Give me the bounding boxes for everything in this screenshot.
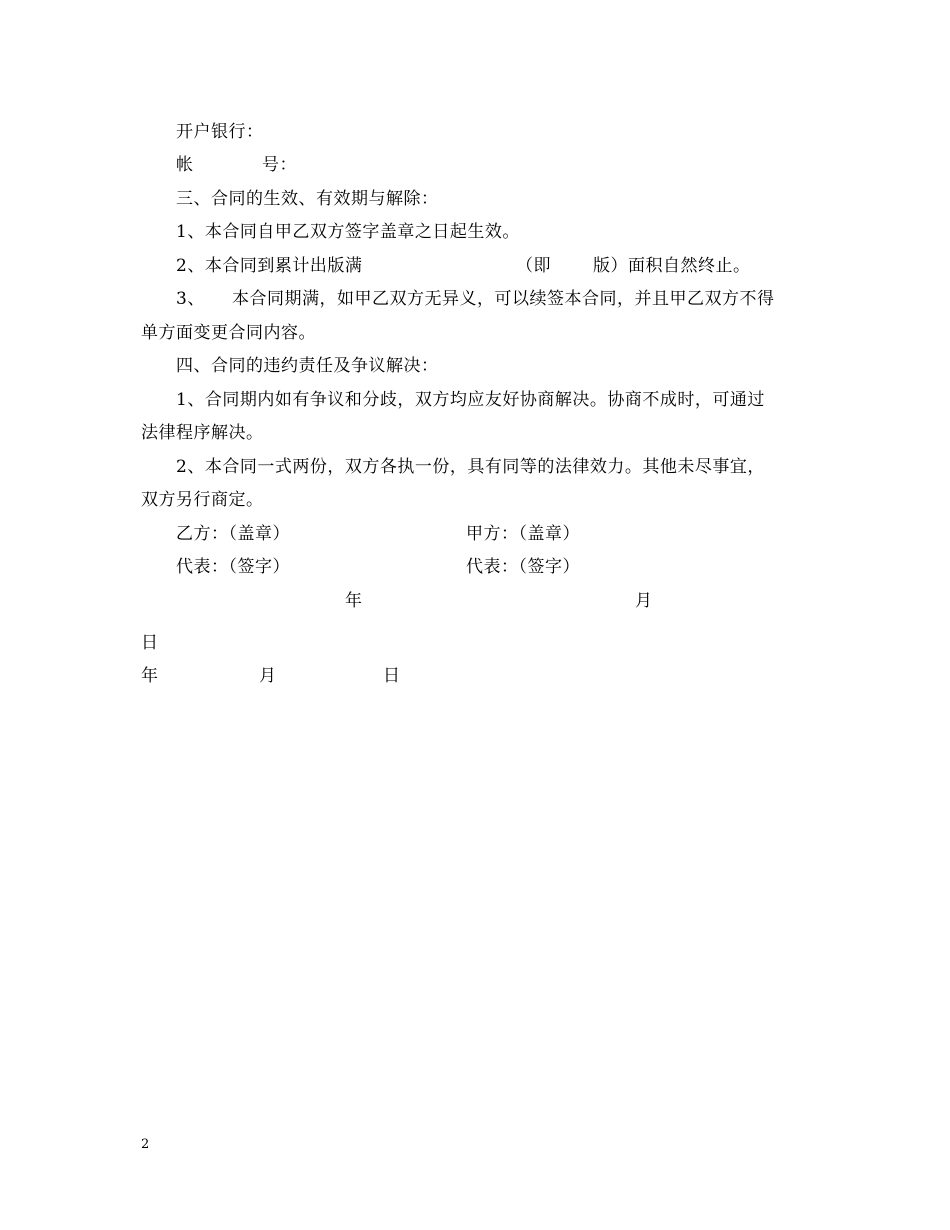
account-label-right: 号：: [262, 155, 297, 175]
clause-3-2-part-c: 版）面积自然终止。: [593, 256, 751, 276]
section-4-title-text: 四、合同的违约责任及争议解决：: [176, 356, 439, 376]
party-seal-line: [176, 524, 616, 544]
bank-label: 开户银行：: [176, 122, 264, 142]
clause-3-2: [176, 256, 796, 276]
section-3-title-text: 三、合同的生效、有效期与解除：: [176, 189, 439, 209]
date-2-year: 年: [141, 666, 159, 686]
party-b-representative-label: 代表：（签字）: [176, 557, 290, 577]
clause-4-2-text-line-1: 2、本合同一式两份，双方各执一份，具有同等的法律效力。其他未尽事宜，: [176, 457, 765, 477]
party-b-seal-label: 乙方：（盖章）: [176, 524, 290, 544]
clause-4-2-line-2: [141, 490, 264, 510]
representative-line: [176, 557, 616, 577]
clause-4-2-text-line-2: 双方另行商定。: [141, 490, 264, 510]
clause-3-3-text-line-1: 本合同期满，如甲乙双方无异义，可以续签本合同，并且甲乙双方不得: [232, 289, 775, 309]
party-a-seal-label: 甲方：（盖章）: [466, 524, 580, 544]
clause-4-1-line-2: [141, 423, 264, 443]
clause-3-1-text: 1、本合同自甲乙双方签字盖章之日起生效。: [176, 222, 520, 242]
date-1-day-line: [141, 633, 159, 653]
clause-4-1-text-line-2: 法律程序解决。: [141, 423, 264, 443]
page-number: 2: [141, 1137, 150, 1152]
clause-3-3-line-2: [141, 323, 316, 343]
date-1-month: 月: [635, 591, 653, 611]
clause-3-3-number: 3、: [176, 289, 205, 309]
clause-3-3-text-line-2: 单方面变更合同内容。: [141, 323, 316, 343]
party-a-representative-label: 代表：（签字）: [466, 557, 580, 577]
date-1-day: 日: [141, 633, 159, 653]
date-2-line: [141, 666, 421, 686]
account-label-left: 帐: [176, 155, 194, 175]
section-4-title: [176, 356, 439, 376]
clause-4-1-text-line-1: 1、合同期内如有争议和分歧，双方均应友好协商解决。协商不成时，可通过: [176, 390, 765, 410]
clause-3-3-line-1: [176, 289, 816, 309]
clause-4-1-line-1: [176, 390, 765, 410]
account-line: [176, 155, 326, 175]
section-3-title: [176, 189, 439, 209]
clause-3-2-part-b: （即: [516, 256, 551, 276]
date-1-year-month-line: [141, 591, 661, 611]
clause-3-1: [176, 222, 520, 242]
date-2-day: 日: [383, 666, 401, 686]
clause-4-2-line-1: [176, 457, 765, 477]
bank-line: [176, 122, 264, 142]
date-2-month: 月: [259, 666, 277, 686]
clause-3-2-part-a: 2、本合同到累计出版满: [176, 256, 363, 276]
date-1-year: 年: [345, 591, 363, 611]
